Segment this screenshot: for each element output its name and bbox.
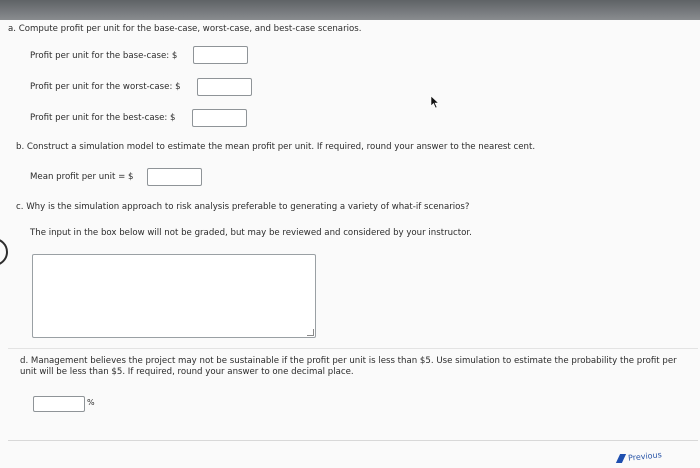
part-c-question: c. Why is the simulation approach to risk analysis preferable to generating a variety of what-if scenarios? [16, 202, 470, 212]
ungraded-note: The input in the box below will not be graded, but may be reviewed and considered by your instructor. [30, 228, 472, 238]
part-b-question: b. Construct a simulation model to estimate the mean profit per unit. If required, round your answer to the nearest cent. [16, 142, 536, 152]
best-case-input[interactable] [192, 109, 247, 127]
worst-case-label: Profit per unit for the worst-case: $ [30, 82, 181, 92]
part-a-question: a. Compute profit per unit for the base-case, worst-case, and best-case scenarios. [8, 24, 362, 34]
resize-handle-icon[interactable] [307, 329, 314, 336]
window-top-bar [0, 0, 700, 22]
probability-input[interactable] [33, 396, 85, 412]
percent-sign: % [87, 398, 95, 407]
best-case-label: Profit per unit for the best-case: $ [30, 113, 176, 123]
mouse-cursor-icon [430, 95, 440, 109]
mean-profit-label: Mean profit per unit = $ [30, 172, 134, 182]
part-d-question: d. Management believes the project may not be sustainable if the profit per unit is less than $5. Use simulation to estimate the probability the profit per unit will be less than $5. If required, round your answer to one decimal place. [20, 356, 677, 377]
mean-profit-input[interactable] [147, 168, 202, 186]
bottom-divider [8, 440, 698, 441]
base-case-input[interactable] [193, 46, 248, 64]
base-case-label: Profit per unit for the base-case: $ [30, 51, 178, 61]
section-divider [8, 348, 698, 349]
explanation-textarea[interactable] [32, 254, 316, 338]
previous-link[interactable]: Previous [627, 450, 663, 463]
worst-case-input[interactable] [197, 78, 252, 96]
